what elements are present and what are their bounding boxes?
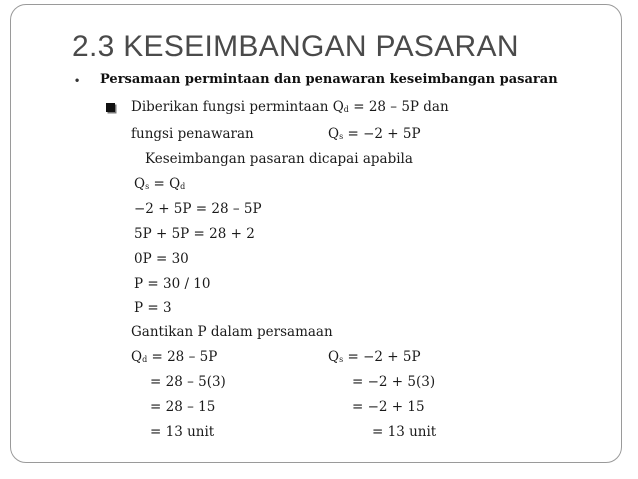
supply-result: = 13 unit	[372, 424, 437, 440]
demand-function-line: Diberikan fungsi permintaan $Q_d = 28 - 5P$ dan	[131, 99, 449, 115]
checkbox-square-icon	[106, 103, 115, 112]
equation-step-3: 0P = 30	[134, 251, 189, 267]
demand-result: = 13 unit	[150, 424, 215, 440]
supply-function-equation: $Q_s = -2 + 5P$	[328, 126, 421, 142]
supply-calc-step-1: = −2 + 5(3)	[352, 374, 436, 390]
equation-step-4: P = 30 / 10	[134, 276, 211, 292]
demand-calc-step-1: = 28 – 5(3)	[150, 374, 226, 390]
demand-substitution-equation: $Q_d = 28 - 5P$	[131, 349, 218, 365]
equilibrium-condition-text: Keseimbangan pasaran dicapai apabila	[145, 151, 413, 167]
equation-step-2: 5P + 5P = 28 + 2	[134, 226, 255, 242]
equation-qs-equals-qd: $Q_s = Q_d$	[134, 176, 186, 192]
supply-calc-step-2: = −2 + 15	[352, 399, 425, 415]
slide-title: 2.3 KESEIMBANGAN PASARAN	[72, 30, 519, 63]
demand-calc-step-2: = 28 – 15	[150, 399, 216, 415]
equation-step-1: −2 + 5P = 28 – 5P	[134, 201, 262, 217]
equation-step-5: P = 3	[134, 300, 172, 316]
bullet-dot-icon: •	[75, 73, 80, 87]
substitution-text: Gantikan P dalam persamaan	[131, 324, 333, 340]
supply-substitution-equation: $Q_s = -2 + 5P$	[328, 349, 421, 365]
supply-function-label: fungsi penawaran	[131, 126, 254, 142]
bullet-text: Persamaan permintaan dan penawaran keseimbangan pasaran	[100, 72, 558, 87]
